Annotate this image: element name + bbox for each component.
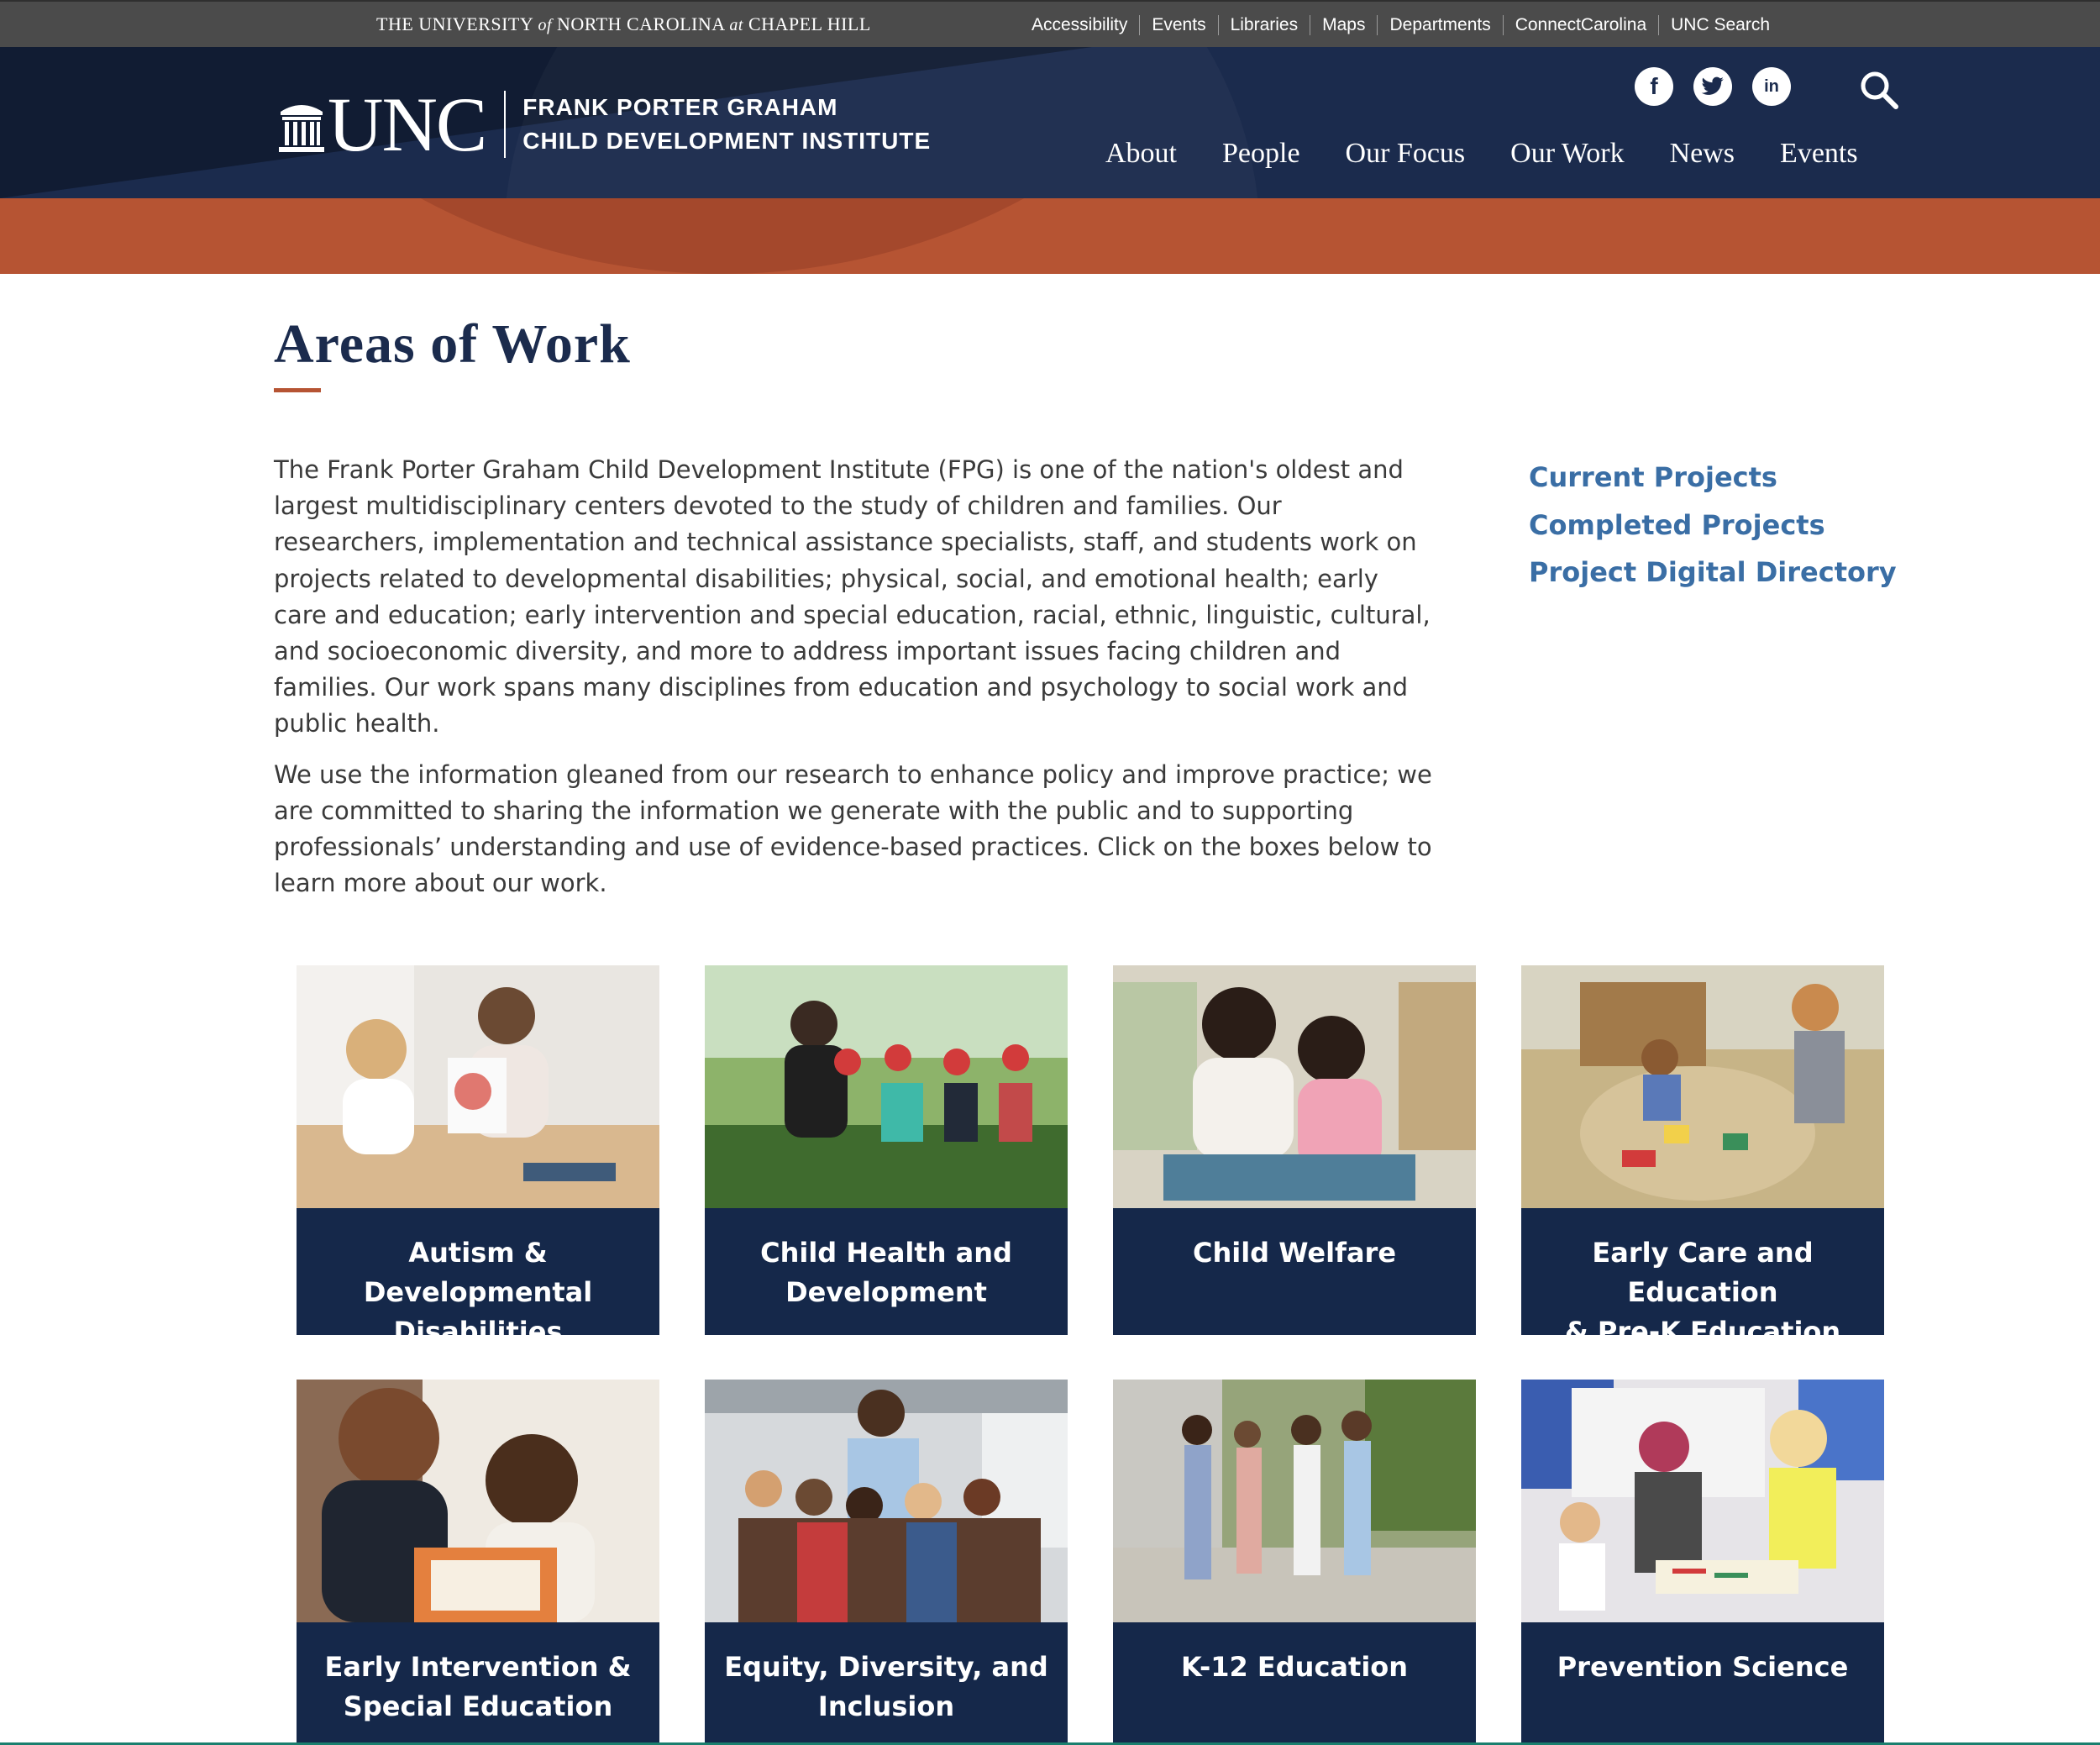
utility-bar: [0, 0, 2100, 47]
link-current-projects[interactable]: Current Projects: [1529, 461, 1777, 493]
photo-placeholder-icon: [297, 965, 659, 1208]
old-well-icon: [277, 95, 326, 154]
card-caption-line: & Pre-K Education: [1564, 1316, 1841, 1348]
card-equity[interactable]: [705, 1380, 1068, 1745]
main-navigation: [1105, 138, 1858, 170]
photo-placeholder-icon: [1113, 965, 1476, 1208]
card-caption: [705, 1622, 1068, 1745]
institute-name: [522, 91, 931, 158]
photo-placeholder-icon: [1521, 1380, 1884, 1622]
card-photo: [1521, 965, 1884, 1208]
card-caption-line: Development: [785, 1276, 987, 1308]
linkedin-icon[interactable]: [1752, 67, 1791, 106]
card-caption-line: Autism & Developmental: [363, 1237, 593, 1308]
nav-news[interactable]: News: [1669, 138, 1735, 169]
card-k12[interactable]: [1113, 1380, 1476, 1745]
card-photo: [297, 1380, 659, 1622]
unc-wordmark: UNC: [328, 81, 486, 167]
utility-link-unc-search[interactable]: UNC Search: [1658, 15, 1782, 35]
utility-link-libraries[interactable]: Libraries: [1218, 15, 1310, 35]
card-caption-line: Early Care and Education: [1592, 1237, 1814, 1308]
linkedin-glyph: in: [1764, 76, 1779, 96]
card-child-welfare[interactable]: [1113, 965, 1476, 1335]
site-header: [0, 47, 2100, 198]
card-caption-line: Child Health and: [760, 1237, 1012, 1269]
intro-paragraph-2: We use the information gleaned from our research to enhance policy and improve practice; we are committed to sharing the information we generate with the public and to supporting professionals’ understanding and use of evidence-based practices. Click on the boxes below to learn more about our work.: [274, 759, 1432, 898]
utility-links: [1025, 15, 1782, 35]
title-underline: [274, 388, 321, 392]
link-completed-projects[interactable]: Completed Projects: [1529, 508, 1825, 541]
card-photo: [705, 965, 1068, 1208]
utility-link-departments[interactable]: Departments: [1377, 15, 1502, 35]
card-caption-line: Equity, Diversity, and: [724, 1651, 1048, 1683]
facebook-icon[interactable]: [1635, 67, 1673, 106]
photo-placeholder-icon: [297, 1380, 659, 1622]
card-photo: [1113, 965, 1476, 1208]
card-caption: [297, 1622, 659, 1745]
card-photo: [1113, 1380, 1476, 1622]
photo-placeholder-icon: [705, 1380, 1068, 1622]
university-wordmark-at: at: [729, 16, 743, 34]
logo-divider: [504, 91, 506, 158]
accent-band-arc: [134, 198, 1310, 274]
nav-about[interactable]: About: [1105, 138, 1177, 169]
university-wordmark-part: THE UNIVERSITY: [376, 13, 533, 34]
accent-band: [0, 198, 2100, 274]
photo-placeholder-icon: [705, 965, 1068, 1208]
university-wordmark-part: CHAPEL HILL: [748, 13, 871, 34]
university-wordmark-part: NORTH CAROLINA: [557, 13, 725, 34]
institute-name-line2: CHILD DEVELOPMENT INSTITUTE: [522, 128, 932, 154]
utility-link-events[interactable]: Events: [1139, 15, 1217, 35]
card-caption-line: K-12 Education: [1180, 1651, 1409, 1683]
nav-events[interactable]: Events: [1780, 138, 1858, 169]
card-caption-line: Disabilities: [393, 1316, 563, 1348]
twitter-icon[interactable]: [1693, 67, 1732, 106]
card-caption: [1521, 1208, 1884, 1348]
nav-people[interactable]: People: [1222, 138, 1300, 169]
card-photo: [297, 965, 659, 1208]
nav-our-focus[interactable]: Our Focus: [1345, 138, 1466, 169]
card-photo: [1521, 1380, 1884, 1622]
university-wordmark[interactable]: [376, 13, 871, 35]
card-prevention-science[interactable]: [1521, 1380, 1884, 1745]
utility-link-connectcarolina[interactable]: ConnectCarolina: [1503, 15, 1658, 35]
card-child-health[interactable]: [705, 965, 1068, 1335]
card-photo: [705, 1380, 1068, 1622]
card-caption-line: Child Welfare: [1192, 1237, 1397, 1269]
card-caption: [705, 1208, 1068, 1335]
card-caption: [1521, 1622, 1884, 1745]
sidebar-links: [1529, 454, 1897, 597]
intro-text: [274, 452, 1433, 916]
card-caption-line: Inclusion: [817, 1690, 955, 1722]
utility-link-accessibility[interactable]: Accessibility: [1032, 15, 1128, 34]
university-wordmark-of: of: [538, 16, 552, 34]
card-caption: [1113, 1208, 1476, 1335]
card-caption-line: Prevention Science: [1557, 1651, 1849, 1683]
card-early-intervention[interactable]: [297, 1380, 659, 1745]
social-links: [1635, 67, 1811, 106]
institute-name-line1: FRANK PORTER GRAHAM: [522, 94, 838, 120]
search-icon[interactable]: [1858, 69, 1900, 111]
card-caption: [297, 1208, 659, 1348]
intro-paragraph-1: The Frank Porter Graham Child Development Institute (FPG) is one of the nation's oldest and largest multidisciplinary centers devoted to the study of children and families. Our researchers, implementation and technical assistance specialists, staff, and students work on projects related to developmental disabilities; physical, social, and emotional health; early care and education; early intervention and special education, racial, ethnic, linguistic, cultural, and socioeconomic diversity, and more to address important issues facing children and families. Our work spans many disciplines from education and psychology to social work and public health.: [274, 455, 1431, 738]
photo-placeholder-icon: [1521, 965, 1884, 1208]
card-caption: [1113, 1622, 1476, 1745]
twitter-bird-glyph: [1701, 76, 1725, 97]
card-early-care[interactable]: [1521, 965, 1884, 1348]
link-project-digital-directory[interactable]: Project Digital Directory: [1529, 556, 1897, 588]
page-title: Areas of Work: [274, 313, 631, 375]
card-autism[interactable]: [297, 965, 659, 1348]
card-caption-line: Early Intervention &: [324, 1651, 632, 1683]
utility-link-maps[interactable]: Maps: [1310, 15, 1377, 35]
card-caption-line: Special Education: [343, 1690, 613, 1722]
site-logo[interactable]: [277, 81, 932, 167]
nav-our-work[interactable]: Our Work: [1510, 138, 1625, 169]
facebook-glyph: f: [1650, 73, 1658, 99]
photo-placeholder-icon: [1113, 1380, 1476, 1622]
